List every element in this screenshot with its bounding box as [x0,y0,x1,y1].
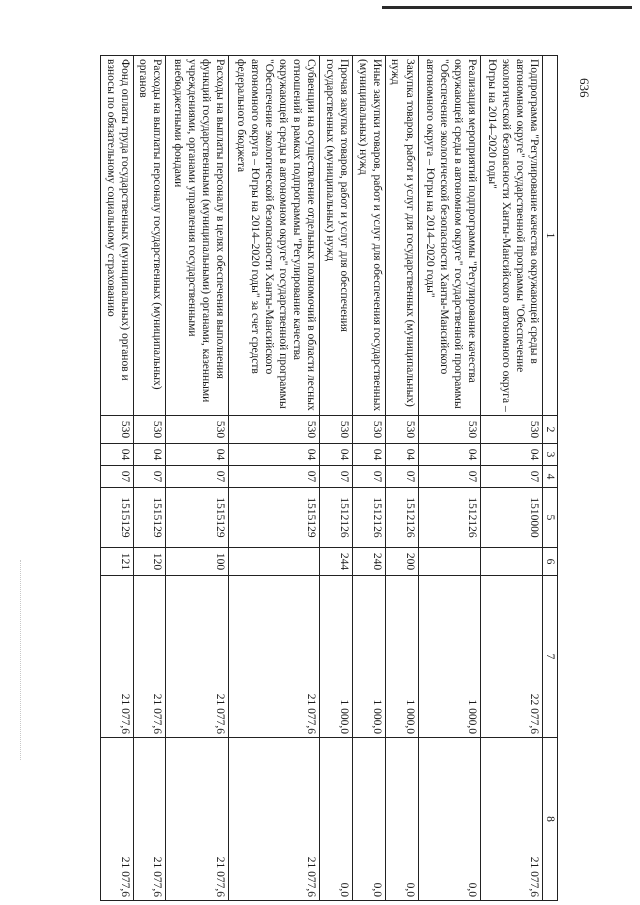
row-code: 244 [320,548,353,576]
row-amount: 21 077,6 [228,576,320,738]
col-header: 2 [542,416,557,444]
row-amount: 0,0 [418,738,480,901]
row-code: 200 [385,548,418,576]
table-row [320,56,353,901]
header-row [542,56,557,901]
row-name: Расходы на выплаты персоналу государственных (муниципальных) органов [133,56,166,416]
row-code: 1510000 [480,488,542,548]
row-code: 1515129 [228,488,320,548]
row-code: 1515129 [133,488,166,548]
row-code: 07 [480,466,542,488]
row-amount: 1 000,0 [385,576,418,738]
row-amount: 0,0 [320,738,353,901]
row-code: 530 [133,416,166,444]
row-code: 04 [480,444,542,466]
table-row [418,56,480,901]
col-header: 4 [542,466,557,488]
row-code: 04 [101,444,134,466]
row-name: Реализация мероприятий подпрограммы "Регулирование качества окружающей среды в автономном округе" государственной программы "Обеспечение экологической безопасности Ханты-Мансийского автономного округа – Югры на 2014–2020 годы" [418,56,480,416]
row-code: 100 [166,548,228,576]
col-header: 1 [542,56,557,416]
table-row [353,56,386,901]
table-row [166,56,228,901]
row-code: 530 [385,416,418,444]
row-code: 530 [228,416,320,444]
row-code: 1515129 [101,488,134,548]
row-code: 1515129 [166,488,228,548]
row-amount: 21 077,6 [133,738,166,901]
row-code: 07 [101,466,134,488]
row-code [480,548,542,576]
row-amount: 21 077,6 [166,576,228,738]
row-amount: 1 000,0 [320,576,353,738]
row-code: 04 [320,444,353,466]
table-row [101,56,134,901]
row-amount: 22 077,6 [480,576,542,738]
row-amount: 21 077,6 [166,738,228,901]
row-amount: 21 077,6 [101,738,134,901]
rotated-table-container [100,55,558,900]
row-code: 07 [385,466,418,488]
row-code: 530 [166,416,228,444]
budget-table [100,55,558,901]
row-amount: 1 000,0 [353,576,386,738]
row-code: 1512126 [320,488,353,548]
top-rule [382,6,632,9]
row-code: 240 [353,548,386,576]
row-amount: 21 077,6 [133,576,166,738]
row-name: Закупка товаров, работ и услуг для государственных (муниципальных) нужд [385,56,418,416]
row-code: 121 [101,548,134,576]
table-row [228,56,320,901]
col-header: 6 [542,548,557,576]
table-row [385,56,418,901]
row-code: 530 [320,416,353,444]
row-code: 07 [320,466,353,488]
col-header: 7 [542,576,557,738]
row-amount: 0,0 [385,738,418,901]
row-code: 530 [353,416,386,444]
row-amount: 0,0 [353,738,386,901]
row-name: Расходы на выплаты персоналу в целях обеспечения выполнения функций государственными (муниципальными) органами, казенными учреждениями, органами управления государственными внебюджетными фондами [166,56,228,416]
row-code: 04 [418,444,480,466]
row-code: 04 [228,444,320,466]
row-name: Подпрограмма "Регулирование качества окружающей среды в автономном округе" государственной программы "Обеспечение экологической безопасности Ханты-Мансийского автономного округа – Югры на 2014–2020 годы" [480,56,542,416]
row-code: 07 [353,466,386,488]
row-code: 07 [166,466,228,488]
col-header: 8 [542,738,557,901]
row-name: Субвенции на осуществление отдельных полномочий в области лесных отношений в рамках подпрограммы "Регулирование качества окружающей среды в автономном округе" государственной программы "Обеспечение экологической безопасности Ханты-Мансийского автономного округа – Югры на 2014–2020 годы" за счет средств федерального бюджета [228,56,320,416]
row-code [418,548,480,576]
row-code: 1512126 [385,488,418,548]
row-name: Иные закупки товаров, работ и услуг для обеспечения государственных (муниципальных) нужд [353,56,386,416]
row-amount: 21 077,6 [101,576,134,738]
scan-artifact [20,560,35,760]
row-amount: 1 000,0 [418,576,480,738]
row-code: 04 [353,444,386,466]
row-code: 07 [418,466,480,488]
row-code: 04 [385,444,418,466]
row-amount: 21 077,6 [480,738,542,901]
row-code: 530 [418,416,480,444]
row-code: 1512126 [353,488,386,548]
row-code: 07 [133,466,166,488]
col-header: 3 [542,444,557,466]
row-code: 1512126 [418,488,480,548]
page-number: 636 [577,78,592,98]
table-row [133,56,166,901]
row-code: 04 [166,444,228,466]
row-code: 120 [133,548,166,576]
table-row [480,56,542,901]
row-name: Прочая закупка товаров, работ и услуг для обеспечения государственных (муниципальных) нужд [320,56,353,416]
row-name: Фонд оплаты труда государственных (муниципальных) органов и взносы по обязательному социальному страхованию [101,56,134,416]
row-amount: 21 077,6 [228,738,320,901]
row-code: 04 [133,444,166,466]
row-code [228,548,320,576]
row-code: 07 [228,466,320,488]
col-header: 5 [542,488,557,548]
row-code: 530 [480,416,542,444]
row-code: 530 [101,416,134,444]
